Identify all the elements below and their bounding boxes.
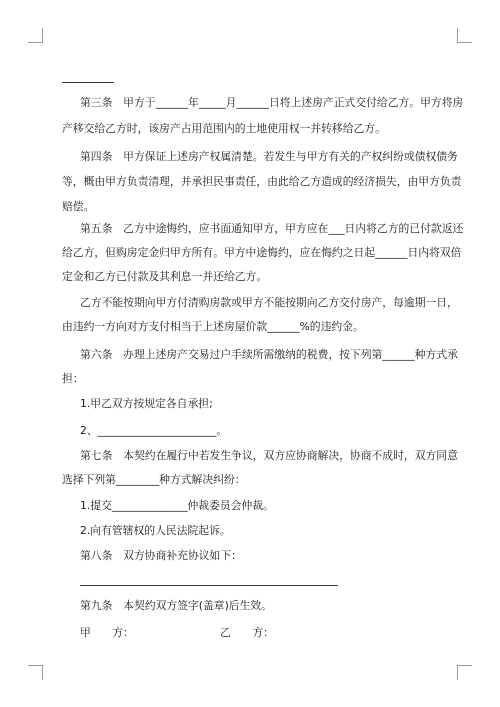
article-5-line-3: 定金和乙方已付款及其利息一并还给乙方。 (62, 270, 268, 283)
crop-mark-bottom-left (28, 665, 43, 680)
article-6-line-2: 担： (62, 372, 84, 385)
crop-mark-bottom-right (457, 665, 472, 680)
article-6-option-2: 2、______________________。 (80, 424, 228, 437)
supplement-blank-line (80, 585, 338, 586)
party-a-signature: 甲 方： (80, 626, 134, 639)
article-8-line-1: 第八条 双方协商补充协议如下： (80, 549, 242, 562)
article-5-line-2: 给乙方，但购房定金归甲方所有。甲方中途悔约，应在悔约之日起______日内将双倍 (62, 246, 462, 259)
header-rule (62, 82, 114, 83)
article-5b-line-1: 乙方不能按期向甲方付清购房款或甲方不能按期向乙方交付房产，每逾期一日， (80, 296, 458, 309)
article-7-line-2: 选择下列第________种方式解决纠纷： (62, 473, 246, 486)
article-4-line-1: 第四条 甲方保证上述房产权属清楚。若发生与甲方有关的产权纠纷或债权债务 (80, 150, 458, 163)
article-7-option-1: 1.提交______________仲裁委员会仲裁。 (80, 499, 274, 512)
article-6-option-1: 1.甲乙双方按规定各自承担; (80, 397, 213, 410)
article-3-line-2: 产移交给乙方时，该房产占用范围内的土地使用权一并转移给乙方。 (62, 122, 386, 135)
article-3-line-1: 第三条 甲方于______年_____月______日将上述房产正式交付给乙方。甲方将房 (80, 96, 464, 109)
article-5-line-1: 第五条 乙方中途悔约，应书面通知甲方，甲方应在___日内将乙方的已付款返还 (80, 222, 464, 235)
party-b-signature: 乙 方： (220, 626, 274, 639)
article-9-line-1: 第九条 本契约双方签字(盖章)后生效。 (80, 599, 272, 612)
crop-mark-top-right (457, 28, 472, 43)
article-7-line-1: 第七条 本契约在履行中若发生争议，双方应协商解决，协商不成时，双方同意 (80, 449, 458, 462)
article-4-line-2: 等，概由甲方负责清理，并承担民事责任，由此给乙方造成的经济损失，由甲方负责 (62, 175, 462, 188)
crop-mark-top-left (28, 28, 43, 43)
article-5b-line-2: 由违约一方向对方支付相当于上述房屋价款______%的违约金。 (62, 320, 364, 333)
article-7-option-2: 2.向有管辖权的人民法院起诉。 (80, 524, 231, 537)
article-6-line-1: 第六条 办理上述房产交易过户手续所需缴纳的税费，按下列第______种方式承 (80, 348, 458, 361)
article-4-line-3: 赔偿。 (62, 200, 95, 213)
